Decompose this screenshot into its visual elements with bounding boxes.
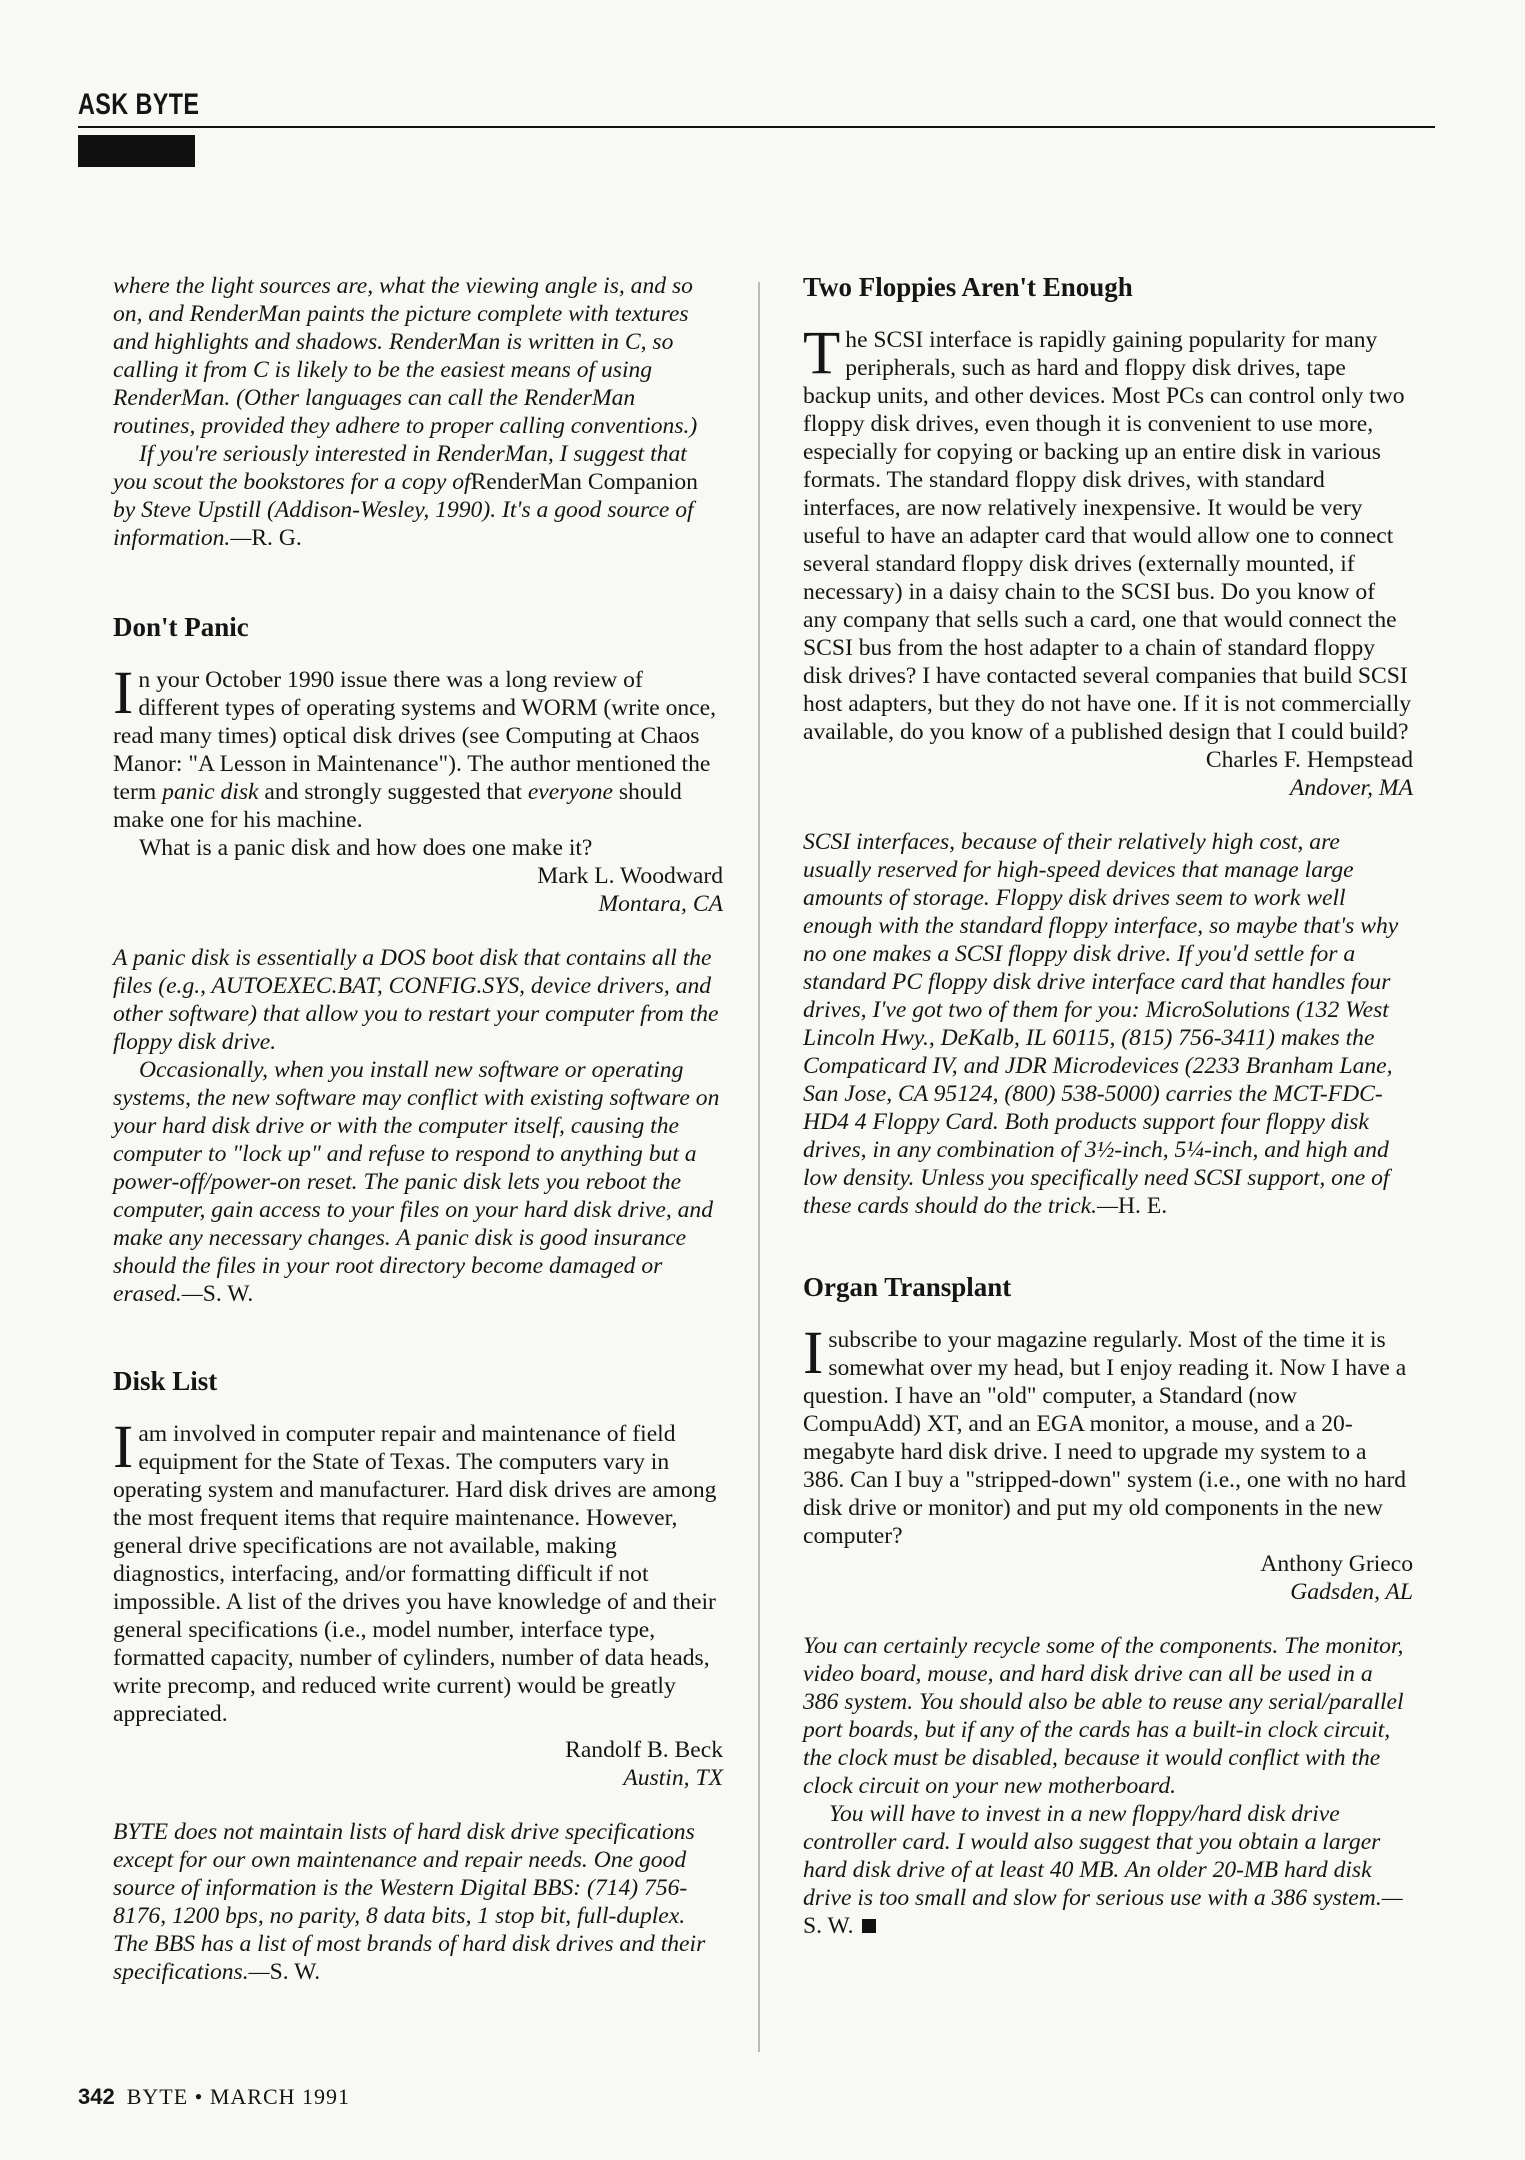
signer-name: Mark L. Woodward	[537, 863, 723, 889]
signer-name: Charles F. Hempstead	[1205, 747, 1413, 773]
renderman-answer-book	[113, 440, 723, 552]
panic-answer-2-text: Occasionally, when you install new software or operating systems, the new software may conflict with existing software on your hard disk drive or with the computer itself, causing the computer to "lock up" and refuse to respond to anything but a power-off/power-on reset. The panic disk lets you reboot the computer, gain access to your files on your hard disk drive, and make any necessary changes. A panic disk is good insurance should the files in your root directory become damaged or erased.—	[113, 1057, 720, 1307]
header-rule	[78, 126, 1435, 128]
signer-name: Anthony Grieco	[1260, 1551, 1413, 1577]
panic-question-2: What is a panic disk and how does one make it?	[139, 835, 593, 861]
letter-signature	[803, 746, 1413, 802]
answer-signature: H. E.	[1117, 1193, 1168, 1219]
panic-question-a: In your October 1990 issue there was a long review of different types of operating systems and WORM (write once, read many times) optical disk drives (see Computing at Chaos Manor: "A Lesson in Maintenance"). The author mentioned the term	[113, 660, 717, 805]
panic-question-b: and strongly suggested that	[264, 779, 522, 805]
transplant-answer-1: You can certainly recycle some of the components. The monitor, video board, mouse, and hard disk drive can all be used in a 386 system. You should also be able to reuse any serial/parallel port boards, but if any of the cards has a built-in clock circuit, the clock must be disabled, because it would conflict with the clock circuit on your new motherboard.	[803, 1633, 1404, 1799]
floppies-question: The SCSI interface is rapidly gaining popularity for many peripherals, such as hard and floppy disk drives, tape backup units, and other devices. Most PCs can control only two floppy disk drives, even though it is convenient to use more, especially for copying or backing up an entire disk in various formats. The standard floppy disk drives, with standard interfaces, are now relatively inexpensive. It would be very useful to have an adapter card that would allow one to connect several standard floppy disk drives (externally mounted, if necessary) in a daisy chain to the SCSI bus. Do you know of any company that sells such a card, one that would connect the SCSI bus from the host adapter to a chain of standard floppy disk drives? I have contacted several companies that build SCSI host adapters, but they do not have one. If it is not commercially available, do you know of a published design that I could build?	[803, 320, 1412, 745]
signer-location: Gadsden, AL	[1290, 1579, 1413, 1605]
signer-name: Randolf B. Beck	[565, 1737, 723, 1763]
left-column	[113, 272, 723, 1986]
panic-term: panic disk	[162, 779, 259, 805]
book-title: RenderMan Companion	[470, 469, 698, 495]
answer-signature: S. W.	[269, 1959, 321, 1985]
heading-disk-list: Disk List	[113, 1366, 218, 1396]
panic-answer-1: A panic disk is essentially a DOS boot disk that contains all the files (e.g., AUTOEXEC.BAT, CONFIG.SYS, device drivers, and other software) that allow you to restart your computer from the floppy disk drive.	[113, 945, 719, 1055]
heading-dont-panic: Don't Panic	[113, 612, 249, 642]
answer-signature: S. W.	[803, 1913, 854, 1939]
floppies-answer	[803, 828, 1413, 1220]
panic-answer-2	[113, 1056, 723, 1308]
floppies-answer-text: SCSI interfaces, because of their relatively high cost, are usually reserved for high-speed devices that manage large amounts of storage. Floppy disk drives seem to work well enough with the standard floppy interface, so maybe that's why no one makes a SCSI floppy disk drive. If you'd settle for a standard PC floppy disk drive interface card that handles four drives, I've got two of them for you: MicroSolutions (132 West Lincoln Hwy., DeKalb, IL 60115, (815) 756-3411) makes the Compaticard IV, and JDR Microdevices (2233 Branham Lane, San Jose, CA 95124, (800) 538-5000) carries the MCT-FDC-HD4 4 Floppy Card. Both products support four floppy disk drives, in any combination of 3½-inch, 5¼-inch, and high and low density. Unless you specifically need SCSI support, one of these cards should do the trick.—	[803, 829, 1399, 1219]
book-rest: by Steve Upstill (Addison-Wesley, 1990). It's a good source of information.—	[113, 497, 694, 551]
transplant-answer-2-text: You will have to invest in a new floppy/hard disk drive controller card. I would also suggest that you obtain a larger hard disk drive of at least 40 MB. An older 20-MB hard disk drive is too small and slow for serious use with a 386 system.—	[803, 1801, 1403, 1911]
signer-location: Montara, CA	[598, 891, 723, 917]
disk-list-answer-text: BYTE does not maintain lists of hard disk drive specifications except for our own maintenance and repair needs. One good source of information is the Western Digital BBS: (714) 756-8176, 1200 bps, no parity, 8 data bits, 1 stop bit, full-duplex. The BBS has a list of most brands of hard disk drives and their specifications.—	[113, 1819, 706, 1985]
panic-question-c: should make one for his machine.	[113, 779, 682, 833]
letter-signature	[113, 862, 723, 918]
transplant-answer-2	[803, 1800, 1413, 1940]
panic-emphasis: everyone	[527, 779, 613, 805]
page-number: 342	[78, 2084, 115, 2109]
header-block	[78, 135, 195, 167]
signer-location: Andover, MA	[1289, 775, 1413, 801]
page-footer	[78, 2084, 350, 2110]
heading-organ-transplant: Organ Transplant	[803, 1272, 1012, 1302]
end-of-article-mark	[862, 1919, 876, 1933]
right-column	[803, 272, 1413, 1940]
book-intro: If you're seriously interested in RenderMan, I suggest that you scout the bookstores for a copy of	[113, 441, 687, 495]
renderman-answer-continued: where the light sources are, what the viewing angle is, and so on, and RenderMan paints the picture complete with textures and highlights and shadows. RenderMan is written in C, so calling it from C is likely to be the easiest means of using RenderMan. (Other languages can call the RenderMan routines, provided they adhere to proper calling conventions.)	[113, 273, 698, 439]
signer-location: Austin, TX	[623, 1765, 723, 1791]
disk-list-question: Iam involved in computer repair and maintenance of field equipment for the State of Texas. The computers vary in operating system and manufacturer. Hard disk drives are among the most frequent items that require maintenance. However, general drive specifications are not available, making diagnostics, interfacing, and/or formatting difficult if not impossible. A list of the drives you have knowledge of and their general specifications (i.e., model number, interface type, formatted capacity, number of cylinders, number of data heads, write precomp, and reduced write current) would be greatly appreciated.	[113, 1414, 717, 1727]
section-title: ASK BYTE	[78, 88, 200, 121]
panic-question	[113, 660, 723, 834]
heading-two-floppies: Two Floppies Aren't Enough	[803, 272, 1133, 302]
letter-signature	[803, 1550, 1413, 1606]
answer-signature: S. W.	[202, 1281, 254, 1307]
transplant-question: Isubscribe to your magazine regularly. Most of the time it is somewhat over my head, but I enjoy reading it. Now I have a question. I have an "old" computer, a Standard (now CompuAdd) XT, and an EGA monitor, a mouse, and a 20-megabyte hard disk drive. I need to upgrade my system to a 386. Can I buy a "stripped-down" system (i.e., one with no hard disk drive or monitor) and put my old components in the new computer?	[803, 1320, 1407, 1549]
publication-line: BYTE • MARCH 1991	[126, 2084, 351, 2109]
disk-list-answer	[113, 1818, 723, 1986]
column-divider	[758, 282, 760, 2052]
answer-signature: R. G.	[251, 525, 302, 551]
letter-signature	[113, 1736, 723, 1792]
